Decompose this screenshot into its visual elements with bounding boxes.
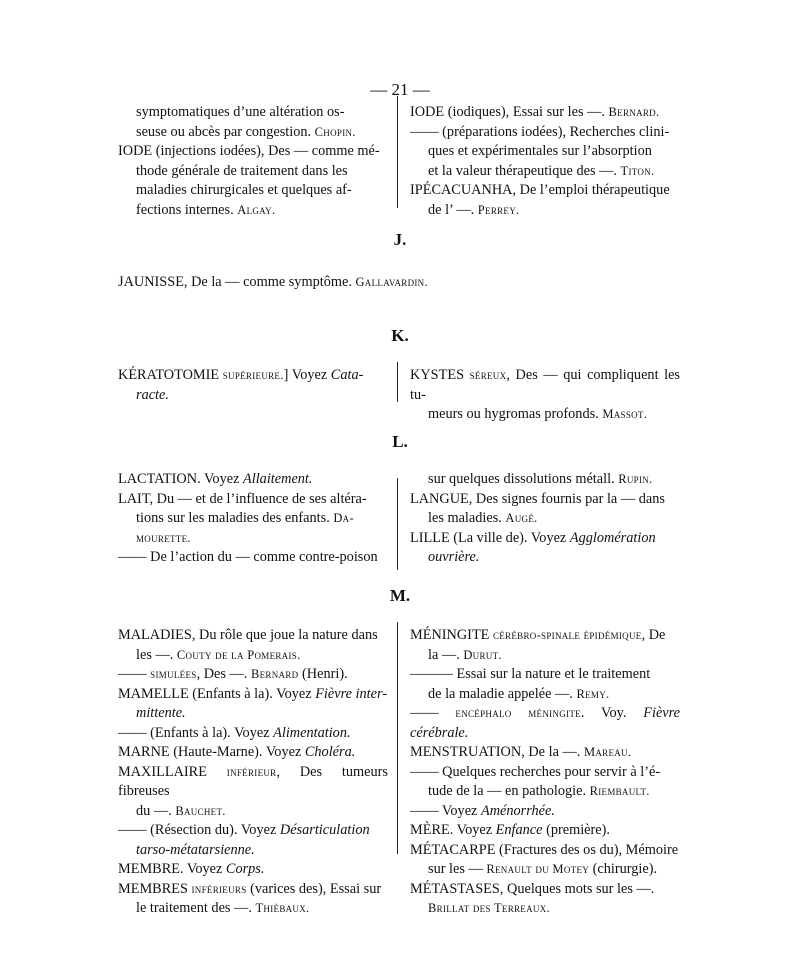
entry-text: seuse ou abcès par congestion.: [136, 123, 315, 140]
index-entry: [410, 763, 680, 783]
page-number: — 21 —: [370, 80, 430, 99]
index-entry-continuation: [410, 860, 680, 880]
entry-text: MÈRE. Voyez: [410, 822, 496, 838]
index-entry: [410, 743, 680, 763]
section-i-left-column: [118, 103, 388, 220]
index-entry: [410, 103, 680, 123]
entry-text: tude de la — en pathologie.: [428, 783, 590, 799]
index-entry-continuation: [410, 646, 680, 666]
entry-text: , Des — qui compliquent les tu-: [410, 367, 680, 403]
entry-text: —— Quelques recherches pour servir à l’é-: [410, 763, 661, 780]
author-name: Brillat des Terreaux.: [428, 901, 550, 915]
index-entry-continuation: [118, 529, 388, 549]
author-name: Bauchet.: [175, 803, 226, 818]
author-name: Mareau.: [583, 745, 632, 759]
entry-text: MENSTRUATION, De la —.: [410, 744, 584, 760]
index-entry-continuation: [410, 201, 680, 221]
index-entry: [118, 665, 388, 685]
entry-text: LAIT, Du — et de l’influence de ses altéra-: [118, 490, 367, 507]
index-entry-continuation: [118, 162, 388, 182]
entry-text: fections internes.: [136, 201, 238, 218]
index-entry: [410, 490, 680, 510]
entry-text: , De: [641, 627, 666, 643]
index-entry-continuation: [410, 899, 680, 919]
column-divider: [397, 622, 398, 854]
section-k-right-column: [410, 366, 680, 425]
author-name: Augé.: [505, 511, 538, 525]
cross-reference: racte.: [136, 386, 169, 403]
entry-text: LACTATION. Voyez: [118, 471, 243, 487]
entry-text: de l’ —.: [428, 201, 478, 218]
author-name: encéphalo méningite: [455, 706, 581, 720]
index-entry: [118, 548, 388, 568]
author-name: Chopin.: [314, 124, 356, 139]
author-name: Da-: [333, 511, 354, 525]
entry-text: —— (Enfants à la). Voyez: [118, 724, 274, 741]
author-name: cérébro-spinale épidémique: [492, 628, 642, 642]
cross-reference: Aménorrhée.: [480, 802, 555, 819]
entry-text: LILLE (La ville de). Voyez: [410, 529, 570, 546]
author-name: mourette.: [136, 530, 191, 545]
author-name: Bernard.: [608, 105, 660, 119]
index-entry-continuation: [410, 162, 680, 182]
entry-text: et la valeur thérapeutique des —.: [428, 162, 621, 179]
index-entry: [118, 724, 388, 744]
author-name: inférieurs: [191, 881, 247, 896]
entry-text: JAUNISSE, De la — comme symptôme.: [118, 274, 356, 290]
index-entry-continuation: [118, 899, 388, 919]
index-entry: [410, 880, 680, 900]
author-name: Thiébaux.: [255, 901, 310, 915]
cross-reference: ouvrière.: [428, 549, 480, 565]
author-name: Titon.: [620, 163, 655, 178]
section-l-right-column: [410, 470, 680, 568]
entry-text: MAXILLAIRE: [118, 763, 227, 780]
author-name: Algay.: [237, 202, 276, 217]
index-entry: [118, 626, 388, 646]
entry-text: (varices des), Essai sur: [246, 880, 382, 897]
section-letter-l: L.: [392, 432, 408, 451]
entry-text: (chirurgie).: [589, 861, 658, 877]
entry-text: sur les —: [428, 861, 487, 877]
index-entry-continuation: [410, 405, 680, 425]
entry-text: thode générale de traitement dans les: [136, 162, 348, 179]
cross-reference: Désarticulation: [279, 822, 370, 838]
entry-text: MÉNINGITE: [410, 627, 493, 643]
entry-text: LANGUE, Des signes fournis par la — dans: [410, 490, 665, 507]
entry-text: de la maladie appelée —.: [428, 685, 577, 702]
entry-text: MALADIES, Du rôle que joue la nature dans: [118, 627, 378, 643]
index-entry-continuation: [118, 386, 388, 406]
cross-reference: Allaitement.: [243, 471, 313, 487]
section-letter-m: M.: [389, 586, 411, 605]
cross-reference: Alimentation.: [273, 724, 351, 741]
index-entry-continuation: [118, 841, 388, 861]
index-entry: [118, 685, 388, 705]
entry-text: les —.: [136, 646, 177, 663]
entry-text: ——: [118, 666, 151, 682]
entry-text: KYSTES: [410, 367, 470, 383]
author-name: Rupin.: [618, 472, 653, 486]
entry-text: le traitement des —.: [136, 900, 256, 916]
index-entry: [410, 123, 680, 143]
entry-text: MÉTACARPE (Fractures des os du), Mémoire: [410, 841, 679, 858]
index-entry: [118, 860, 388, 880]
index-entry: [118, 743, 388, 763]
section-i-right-column: [410, 103, 680, 220]
entry-text: , Des —.: [196, 666, 251, 682]
cross-reference: Cata-: [330, 367, 364, 383]
index-entry-continuation: [410, 509, 680, 529]
author-name: Riembault.: [589, 784, 650, 798]
index-entry: [410, 181, 680, 201]
entry-text: ] Voyez: [283, 367, 331, 383]
entry-text: maladies chirurgicales et quelques af-: [136, 182, 352, 198]
entry-text: . Voy.: [580, 705, 644, 721]
index-entry-continuation: [118, 646, 388, 666]
cross-reference: Fièvre inter-: [315, 685, 388, 702]
cross-reference: Enfance: [495, 822, 543, 838]
entry-text: —— (Résection du). Voyez: [118, 822, 280, 838]
index-entry-continuation: [118, 201, 388, 221]
section-l-left-column: [118, 470, 388, 568]
author-name: supérieure.: [222, 368, 284, 382]
index-entry: [410, 366, 680, 405]
index-entry: [118, 490, 388, 510]
entry-text: MEMBRES: [118, 880, 192, 897]
entry-text: IODE (iodiques), Essai sur les —.: [410, 104, 609, 120]
index-entry: [410, 821, 680, 841]
section-letter-j: J.: [393, 230, 407, 249]
entry-text: du —.: [136, 802, 176, 819]
index-entry: [118, 763, 388, 802]
entry-text: (Henri).: [298, 666, 348, 682]
index-entry-continuation: [118, 704, 388, 724]
index-entry-continuation: [118, 802, 388, 822]
index-entry: [410, 704, 680, 743]
author-name: Massot.: [602, 407, 648, 421]
section-k-left-column: [118, 366, 388, 405]
index-entry: [118, 880, 388, 900]
index-entry-continuation: [118, 181, 388, 201]
cross-reference: tarso-métatarsienne.: [136, 841, 255, 858]
entry-text: meurs ou hygromas profonds.: [428, 406, 603, 422]
entry-text: ques et expérimentales sur l’absorption: [428, 143, 652, 159]
index-entry-continuation: [410, 548, 680, 568]
index-entry: [118, 366, 388, 386]
author-name: Bernard: [250, 667, 299, 681]
author-name: inférieur: [226, 764, 277, 779]
index-entry: [118, 470, 388, 490]
column-divider: [397, 478, 398, 570]
index-entry-continuation: [410, 142, 680, 162]
entry-text: IPÉCACUANHA, De l’emploi thérapeutique: [410, 182, 670, 198]
author-name: Gallavardin.: [355, 275, 428, 289]
cross-reference: mittente.: [136, 705, 186, 721]
index-entry-continuation: [118, 509, 388, 529]
author-name: Renault du Motey: [486, 862, 590, 876]
index-entry: [118, 821, 388, 841]
cross-reference: Agglomération: [569, 529, 656, 546]
index-entry: [118, 142, 388, 162]
entry-text: les maladies.: [428, 510, 506, 526]
entry-text: KÉRATOTOMIE: [118, 367, 223, 383]
index-entry: [410, 665, 680, 685]
entry-text: MAMELLE (Enfants à la). Voyez: [118, 685, 316, 702]
entry-text: symptomatiques d’une altération os-: [136, 104, 345, 120]
index-entry-continuation: [118, 123, 388, 143]
section-m-left-column: [118, 626, 388, 919]
column-divider: [397, 96, 398, 208]
section-j-entry: [118, 274, 718, 291]
entry-text: —— Voyez: [410, 802, 481, 819]
entry-text: —— (préparations iodées), Recherches clini-: [410, 123, 670, 140]
author-name: Durut.: [463, 647, 502, 662]
index-entry-continuation: [118, 103, 388, 123]
entry-text: MEMBRE. Voyez: [118, 861, 226, 877]
entry-text: sur quelques dissolutions métall.: [428, 471, 619, 487]
entry-text: (première).: [542, 822, 610, 838]
entry-text: , Des tumeurs fibreuses: [118, 763, 388, 799]
index-entry-continuation: [410, 782, 680, 802]
entry-text: ——: [410, 705, 456, 721]
cross-reference: Corps.: [225, 861, 265, 877]
entry-text: MARNE (Haute-Marne). Voyez: [118, 744, 305, 760]
author-name: séreux: [469, 368, 507, 382]
index-entry-continuation: [410, 470, 680, 490]
index-entry: [410, 626, 680, 646]
index-entry: [410, 802, 680, 822]
index-entry-continuation: [410, 685, 680, 705]
entry-text: tions sur les maladies des enfants.: [136, 510, 334, 526]
section-letter-k: K.: [391, 326, 409, 345]
entry-text: MÉTASTASES, Quelques mots sur les —.: [410, 880, 655, 897]
entry-text: —— De l’action du — comme contre-poison: [118, 549, 378, 565]
column-divider: [397, 362, 398, 402]
cross-reference: Choléra.: [304, 744, 356, 760]
section-m-right-column: [410, 626, 680, 919]
entry-text: la —.: [428, 646, 464, 663]
author-name: Perrey.: [477, 202, 520, 217]
cross-reference: Fièvre cérébrale.: [410, 705, 681, 741]
author-name: Couty de la Pomerais.: [176, 647, 301, 662]
author-name: Remy.: [576, 686, 610, 701]
entry-text: ——— Essai sur la nature et le traitement: [410, 666, 651, 682]
index-entry: [410, 529, 680, 549]
author-name: simulées: [150, 667, 197, 681]
entry-text: IODE (injections iodées), Des — comme mé-: [118, 143, 380, 159]
index-entry: [410, 841, 680, 861]
